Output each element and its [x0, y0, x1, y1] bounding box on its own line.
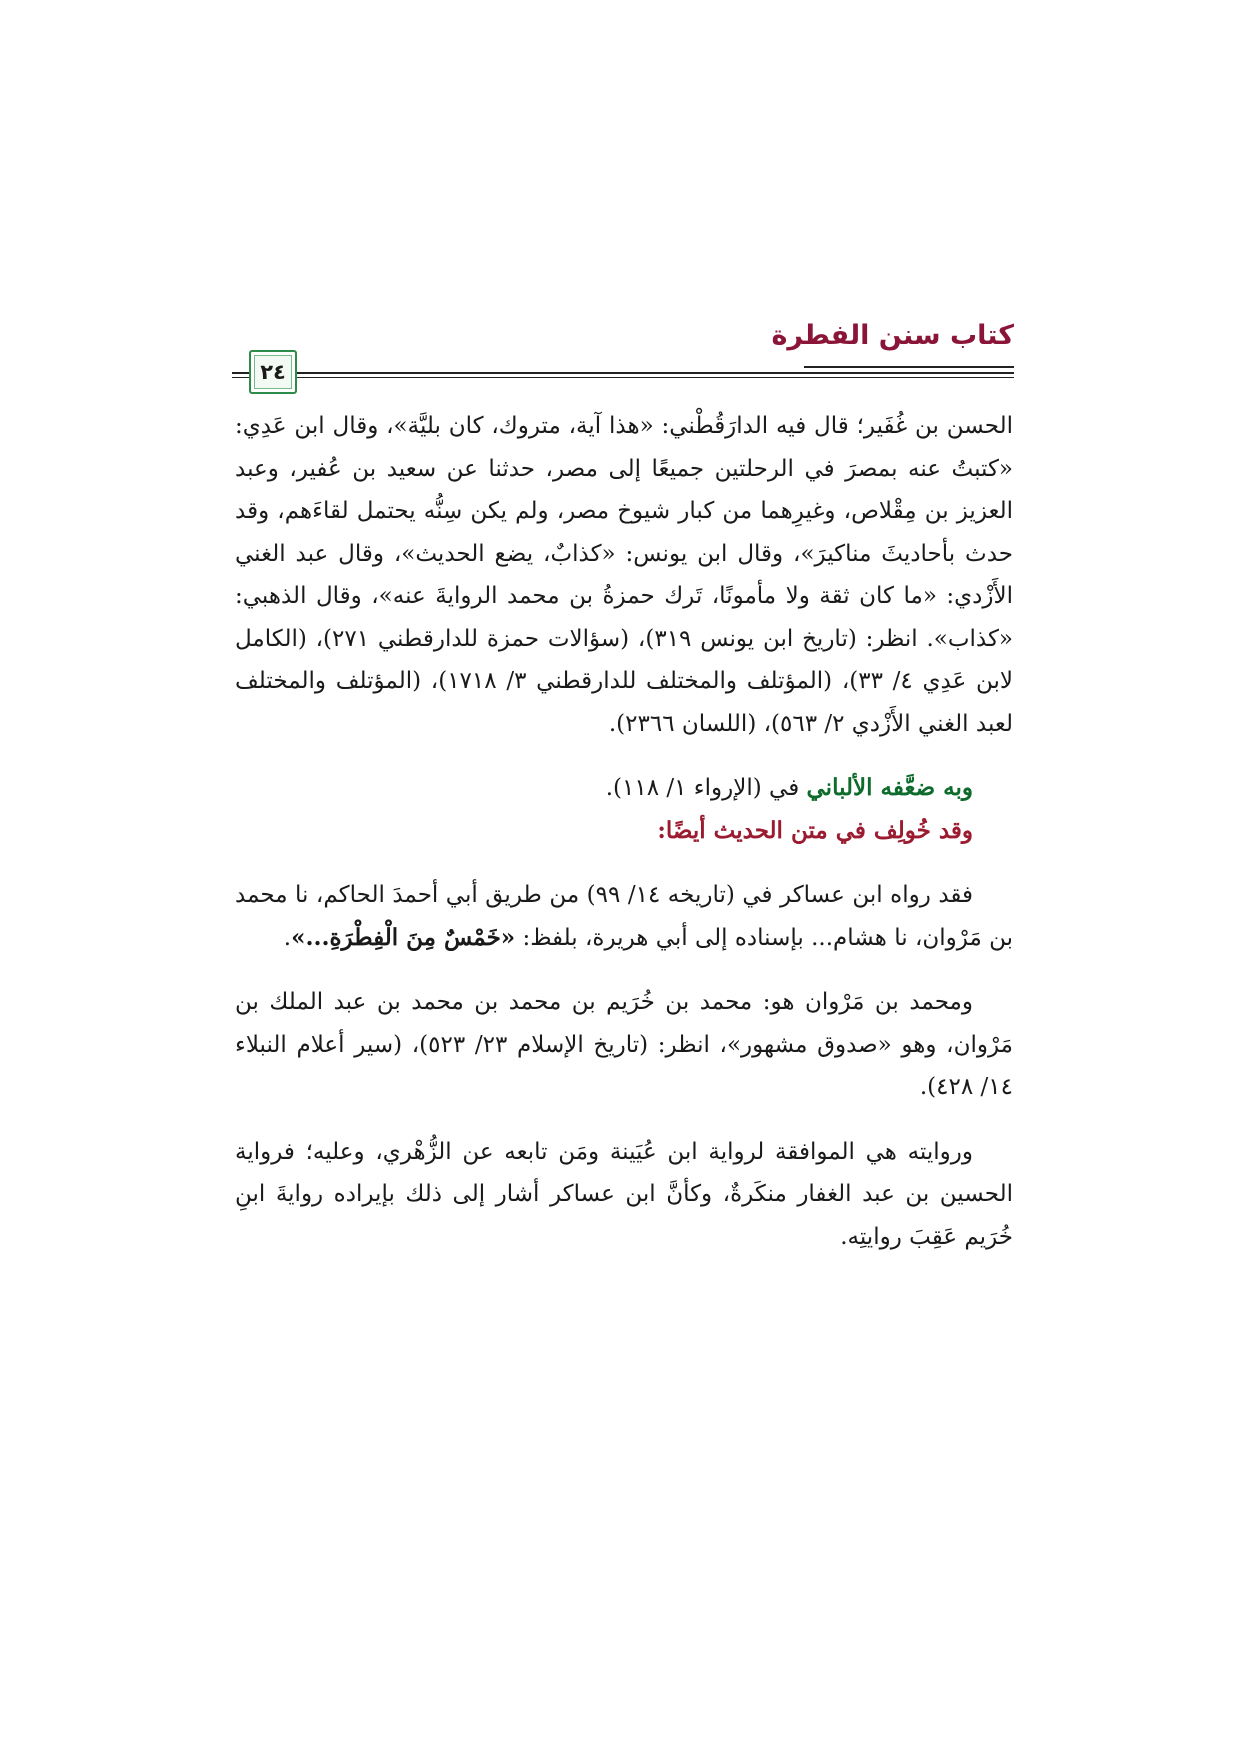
page-header: [232, 318, 1014, 388]
albani-name: الألباني: [806, 774, 873, 801]
albani-reference: في (الإرواء ١/ ١١٨).: [605, 775, 807, 801]
section-heading: وقد خُولِف في متن الحديث أيضًا:: [657, 816, 973, 844]
header-rule-left-lower: [232, 377, 250, 378]
ibn-asakir-end: .: [283, 924, 292, 951]
albani-prefix: وبه ضعَّفه: [872, 774, 973, 801]
header-rule: [804, 366, 1014, 368]
hadith-quote: «خَمْسٌ مِنَ الْفِطْرَةِ...»: [291, 923, 516, 951]
header-double-rule: [286, 372, 1014, 374]
ibn-asakir-text: فقد رواه ابن عساكر في (تاريخه ١٤/ ٩٩) من طريق أبي أحمدَ الحاكم، نا محمد بن مَرْوان، نا هشام... بإسناده إلى أبي هريرة، بلفظ:: [235, 882, 1013, 951]
paragraph-narrator-critique: الحسن بن غُفَير؛ قال فيه الدارَقُطْني: «هذا آية، متروك، كان بليَّة»، وقال ابن عَدِي: «كتبتُ عنه بمصرَ في الرحلتين جميعًا إلى مصر، حدثنا عن سعيد بن عُفير، وعبد العزيز بن مِقْلاص، وغيرِهما من كبار شيوخ مصر، ولم يكن سِنُّه يحتمل لقاءَهم، وقد حدث بأحاديثَ مناكيرَ»، وقال ابن يونس: «كذابٌ، يضع الحديث»، وقال عبد الغني الأَزْدي: «ما كان ثقة ولا مأمونًا، تَرك حمزةُ بن محمد الروايةَ عنه»، وقال الذهبي: «كذاب». انظر: (تاريخ ابن يونس ٣١٩)، (سؤالات حمزة للدارقطني ٢٧١)، (الكامل لابن عَدِي ٤/ ٣٣)، (المؤتلف والمختلف للدارقطني ٣/ ١٧١٨)، (المؤتلف والمختلف لعبد الغني الأَزْدي ٢/ ٥٦٣)، (اللسان ٢٣٦٦).: [235, 413, 1014, 737]
paragraph-muhammad-marwan: ومحمد بن مَرْوان هو: محمد بن خُرَيم بن محمد بن محمد بن عبد الملك بن مَرْوان، وهو «صدوق مشهور»، انظر: (تاريخ الإسلام ٢٣/ ٥٢٣)، (سير أعلام النبلاء ١٤/ ٤٢٨).: [235, 989, 1013, 1100]
paragraph-conclusion: وروايته هي الموافقة لرواية ابن عُيَينة ومَن تابعه عن الزُّهْري، وعليه؛ فرواية الحسين بن عبد الغفار منكَرةٌ، وكأنَّ ابن عساكر أشار إلى ذلك بإيراده روايةَ ابنِ خُرَيم عَقِبَ روايتِه.: [235, 1138, 1013, 1250]
page-body: [235, 405, 1013, 1258]
paragraph-ibn-asakir: [235, 874, 1013, 959]
page-number-badge: [249, 350, 297, 394]
paragraph-albani: [235, 767, 1013, 810]
header-rule-left: [232, 372, 250, 374]
book-title: كتاب سنن الفطرة: [771, 320, 1014, 351]
header-double-rule-lower: [286, 377, 1014, 378]
page-number: ٢٤: [260, 360, 286, 384]
